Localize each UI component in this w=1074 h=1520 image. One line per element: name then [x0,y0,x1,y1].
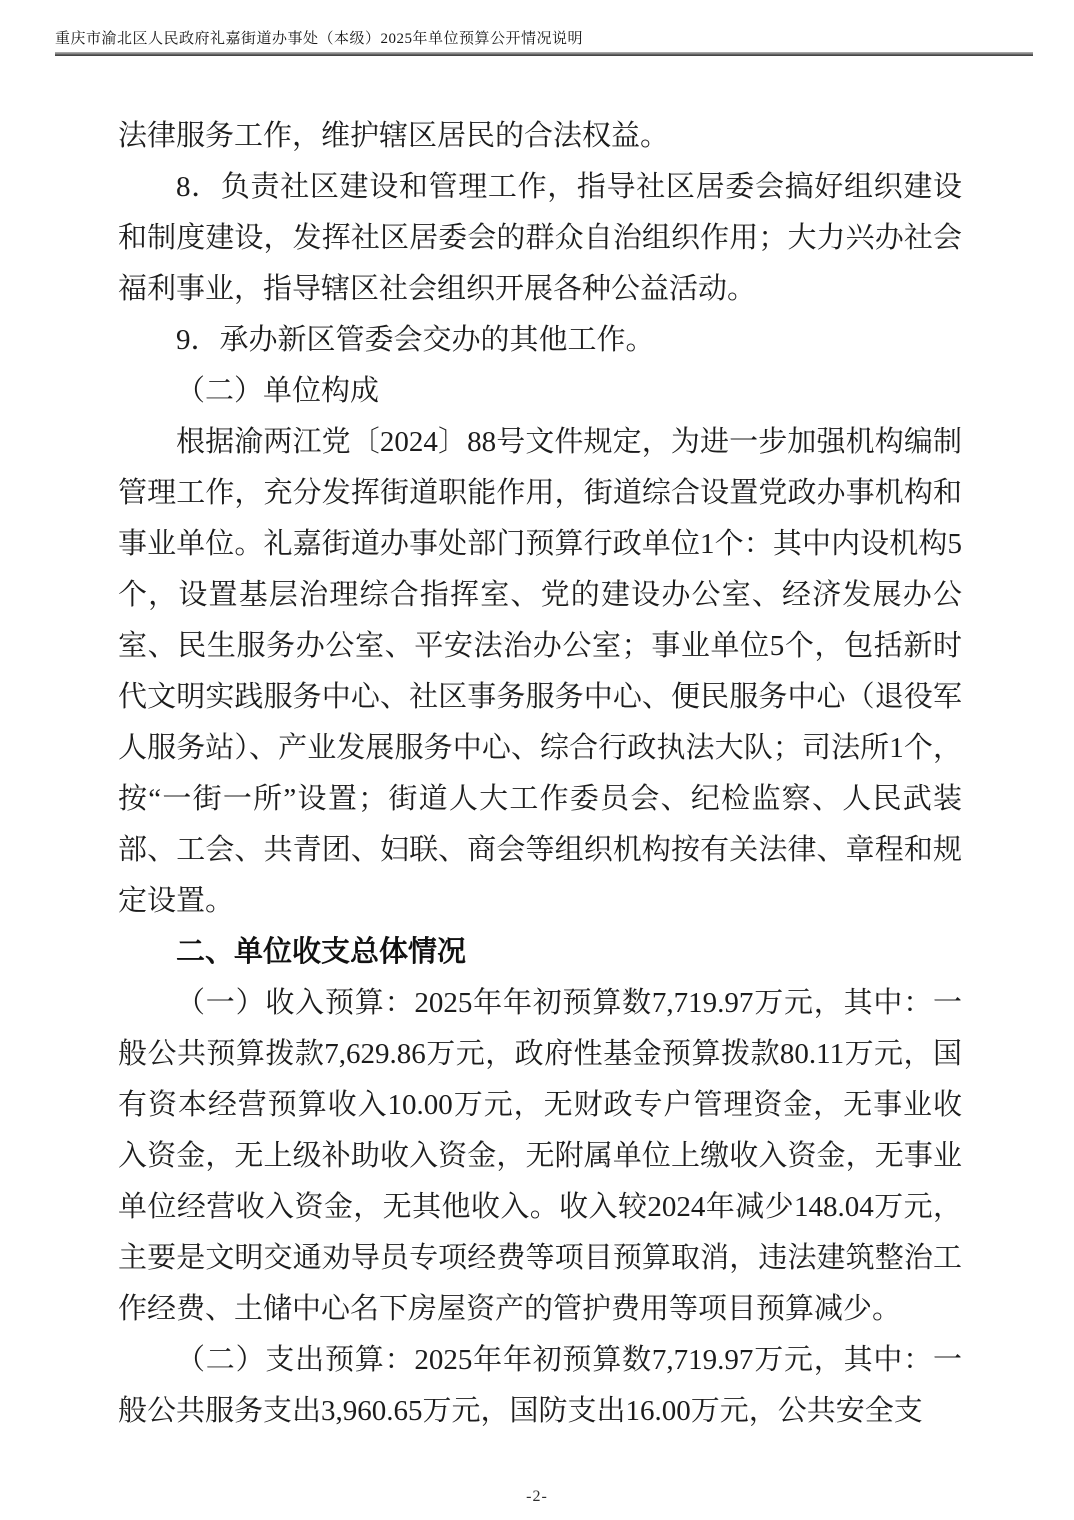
document-body [118,111,962,1437]
subheading-unit-composition: （二）单位构成 [176,375,380,407]
paragraph-revenue-budget: （一）收入预算：2025年年初预算数7,719.97万元，其中：一般公共预算拨款7,629.86万元，政府性基金预算拨款80.11万元，国有资本经营预算收入10.00万元，无财政专户管理资金，无事业收入资金，无上级补助收入资金，无附属单位上缴收入资金，无事业单位经营收入资金，无其他收入。收入较2024年减少148.04万元，主要是文明交通劝导员专项经费等项目预算取消，违法建筑整治工作经费、土储中心名下房屋资产的管护费用等项目预算减少。 [118,987,962,1325]
paragraph-unit-composition-detail: 根据渝两江党〔2024〕88号文件规定，为进一步加强机构编制管理工作，充分发挥街道职能作用，街道综合设置党政办事机构和事业单位。礼嘉街道办事处部门预算行政单位1个：其中内设机构5个，设置基层治理综合指挥室、党的建设办公室、经济发展办公室、民生服务办公室、平安法治办公室；事业单位5个，包括新时代文明实践服务中心、社区事务服务中心、便民服务中心（退役军人服务站）、产业发展服务中心、综合行政执法大队；司法所1个，按“一街一所”设置；街道人大工作委员会、纪检监察、人民武装部、工会、共青团、妇联、商会等组织机构按有关法律、章程和规定设置。 [118,426,962,917]
page-header [55,29,1033,56]
paragraph-expenditure-budget: （二）支出预算：2025年年初预算数7,719.97万元，其中：一般公共服务支出3,960.65万元，国防支出16.00万元，公共安全支 [118,1344,962,1427]
paragraph-duty-item-9: 9．承办新区管委会交办的其他工作。 [176,324,655,356]
header-title: 重庆市渝北区人民政府礼嘉街道办事处（本级）2025年单位预算公开情况说明 [55,31,584,47]
paragraph-continuation-legal-services: 法律服务工作，维护辖区居民的合法权益。 [118,120,670,152]
page-number: -2- [526,1488,548,1505]
paragraph-duty-item-8: 8．负责社区建设和管理工作，指导社区居委会搞好组织建设和制度建设，发挥社区居委会的群众自治组织作用；大力兴办社会福利事业，指导辖区社会组织开展各种公益活动。 [118,171,962,305]
section-heading-revenue-expenditure: 二、单位收支总体情况 [176,936,467,968]
header-rule [55,52,1033,56]
